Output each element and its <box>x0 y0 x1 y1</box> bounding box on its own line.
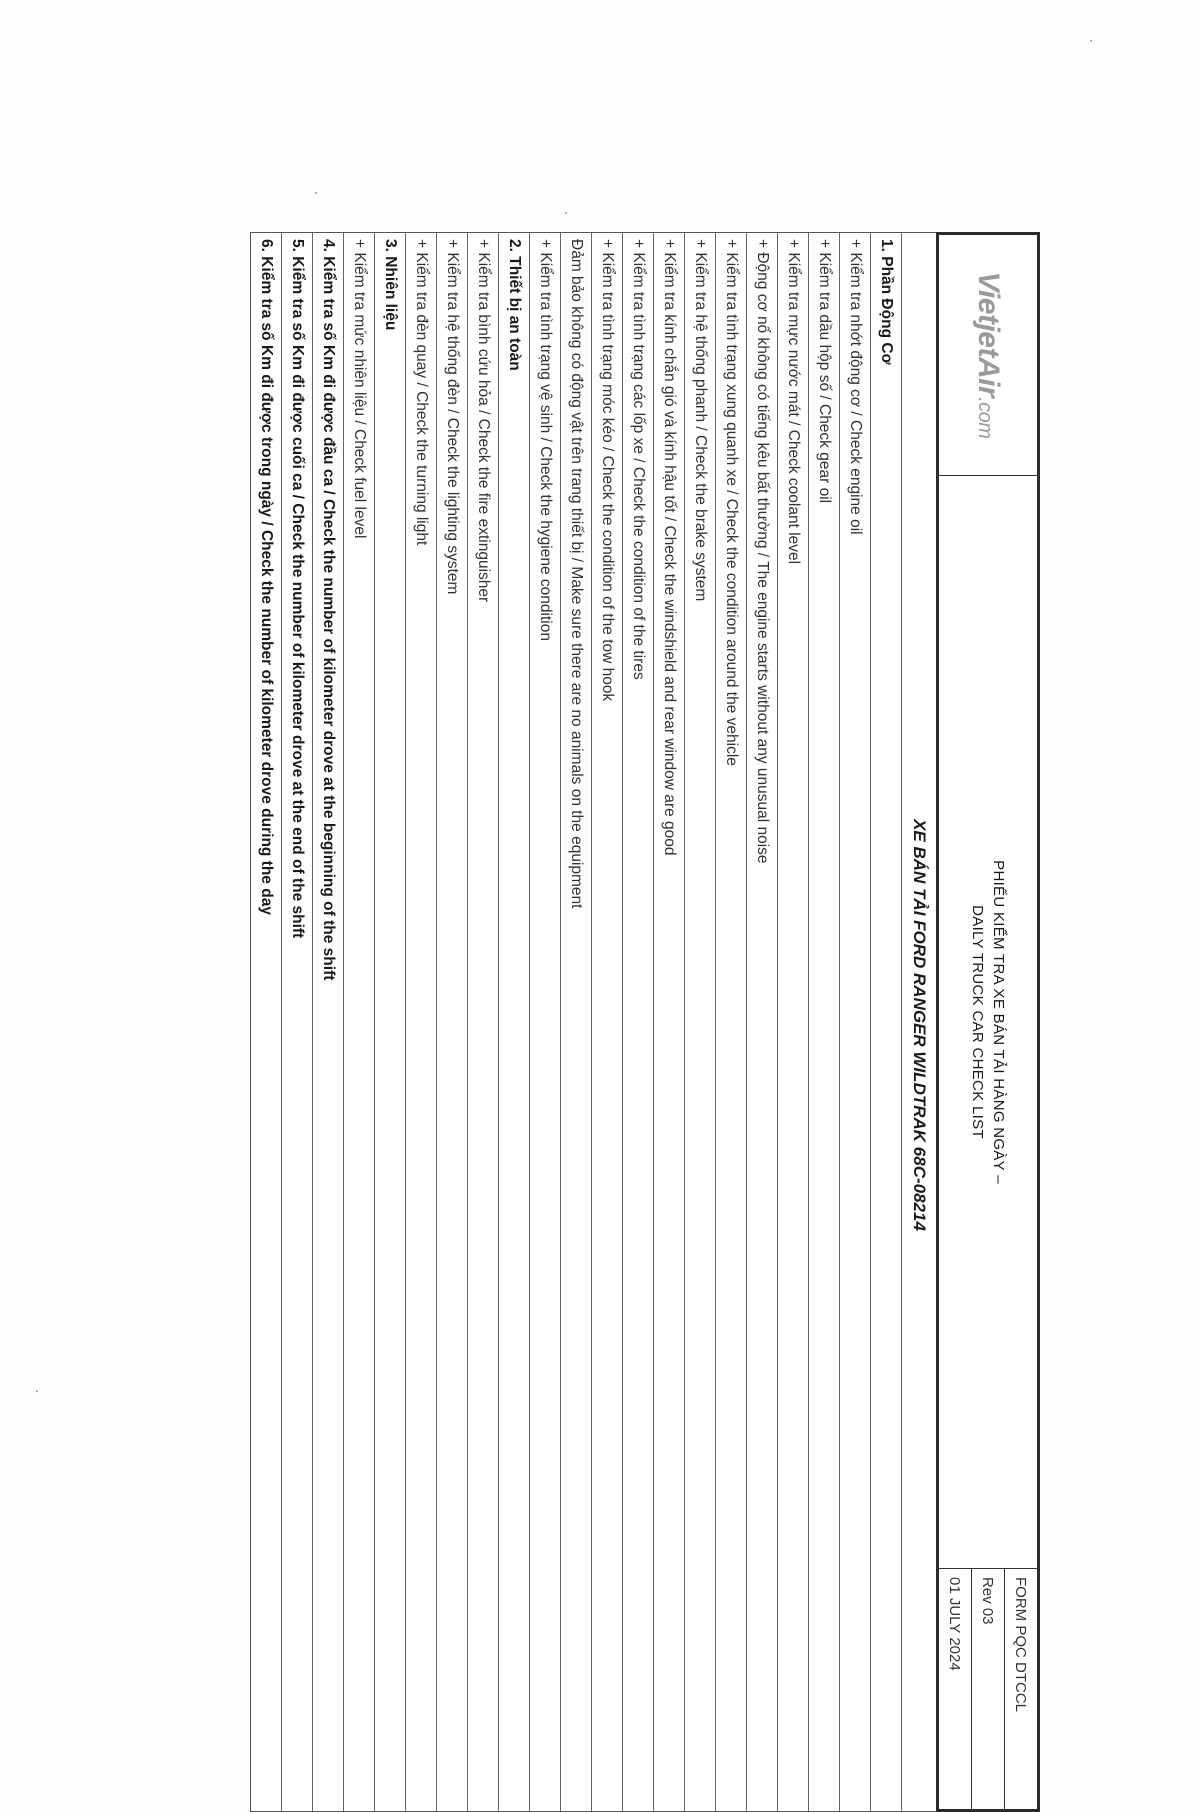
scan-speck <box>315 192 317 194</box>
logo-cell <box>939 235 1037 476</box>
issue-date: 01 JULY 2024 <box>946 1577 964 1671</box>
checklist-table <box>250 232 936 1812</box>
check-item: + Kiểm tra đèn quay / Check the turning light <box>405 233 436 1811</box>
check-item: Đảm bảo không có động vật trên trang thiết bị / Make sure there are no animals on the equipment <box>560 233 591 1811</box>
km-end-of-shift: 5. Kiểm tra số Km đi được cuối ca / Check the number of kilometer drove at the end of the shift <box>281 233 312 1811</box>
km-start-of-shift: 4. Kiểm tra số Km đi được đầu ca / Check the number of kilometer drove at the beginning of the shift <box>312 233 343 1811</box>
check-item: + Kiểm tra tình trạng xung quanh xe / Check the condition around the vehicle <box>715 233 746 1811</box>
check-item: + Kiểm tra tình trạng các lốp xe / Check the condition of the tires <box>622 233 653 1811</box>
form-code: FORM PQC DTCCL <box>1004 1569 1037 1809</box>
form-title <box>939 476 1037 1569</box>
check-item: + Kiểm tra mực nước mát / Check coolant level <box>777 233 808 1811</box>
scan-speck <box>36 1390 38 1392</box>
title-vietnamese: PHIẾU KIỂM TRA XE BÁN TẢI HÀNG NGÀY – <box>990 860 1007 1184</box>
km-during-day: 6. Kiểm tra số Km đi được trong ngày / Check the number of kilometer drove during the day <box>258 239 275 915</box>
title-english: DAILY TRUCK CAR CHECK LIST <box>969 905 986 1139</box>
section-safety-equipment: 2. Thiết bị an toàn <box>498 233 529 1811</box>
scan-speck <box>565 212 567 214</box>
form-header <box>936 232 1040 1812</box>
logo-suffix-text: .com <box>974 397 996 439</box>
form-meta <box>939 1569 1037 1809</box>
revision: Rev 03 <box>971 1569 1004 1809</box>
check-item: + Kiểm tra hệ thống đèn / Check the lighting system <box>436 233 467 1811</box>
section-fuel: 3. Nhiên liệu <box>374 233 405 1811</box>
logo-main-text: VietjetAir <box>972 271 1005 398</box>
check-item: + Kiểm tra mức nhiên liệu / Check fuel level <box>343 233 374 1811</box>
scan-speck <box>1090 40 1092 42</box>
checklist-form <box>250 232 1040 1812</box>
check-item: + Kiểm tra tình trạng móc kéo / Check the condition of the tow hook <box>591 233 622 1811</box>
check-item: + Kiểm tra tình trạng vệ sinh / Check the hygiene condition <box>529 233 560 1811</box>
check-item: + Kiểm tra hệ thống phanh / Check the brake system <box>684 233 715 1811</box>
check-item: + Kiểm tra bình cứu hỏa / Check the fire extinguisher <box>467 233 498 1811</box>
check-item: + Động cơ nổ không có tiếng kêu bất thường / The engine starts without any unusual noise <box>746 233 777 1811</box>
check-item: + Kiểm tra dầu hộp số / Check gear oil <box>808 233 839 1811</box>
vehicle-title: XE BÁN TẢI FORD RANGER WILDTRAK 68C-08214 <box>901 233 936 1811</box>
vietjetair-logo <box>971 272 1005 439</box>
check-item: + Kiểm tra kính chắn gió và kính hậu tốt / Check the windshield and rear window are good <box>653 233 684 1811</box>
section-engine: 1. Phần Động Cơ <box>870 233 901 1811</box>
check-item: + Kiểm tra nhớt động cơ / Check engine oil <box>839 233 870 1811</box>
